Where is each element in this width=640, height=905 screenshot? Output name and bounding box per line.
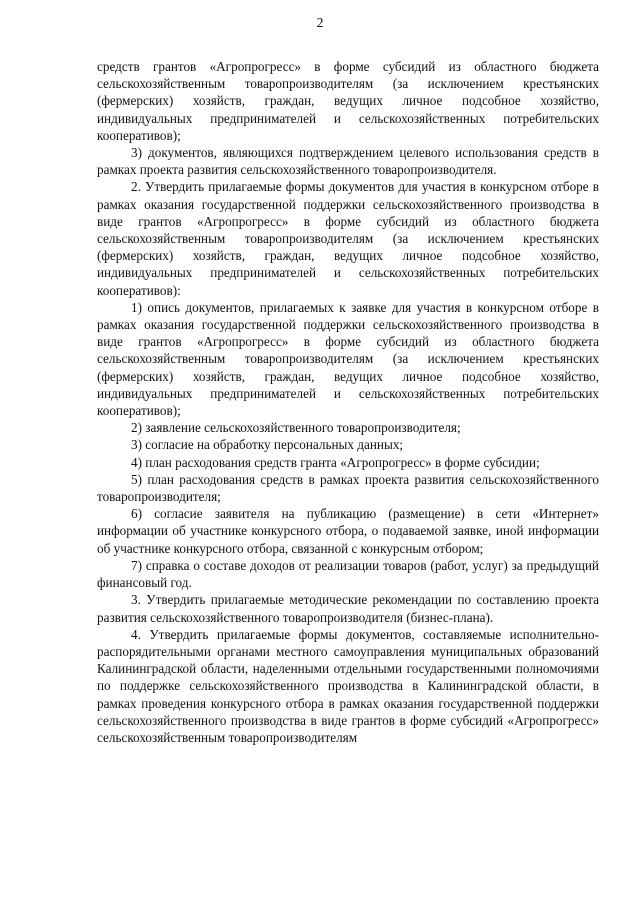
paragraph: 3) документов, являющихся подтверждением целевого использования средств в рамках проекта развития сельскохозяйственного товаропроизводителя. <box>97 145 599 178</box>
list-item: 2) заявление сельскохозяйственного товаропроизводителя; <box>131 420 461 436</box>
list-item: 7) справка о составе доходов от реализации товаров (работ, услуг) за предыдущий финансовый год. <box>97 557 599 591</box>
list-item: 5) план расходования средств в рамках проекта развития сельскохозяйственного товаропроизводителя; <box>97 471 599 505</box>
list-item: 4) план расходования средств гранта «Агропрогресс» в форме субсидии; <box>131 454 540 470</box>
paragraph: 3. Утвердить прилагаемые методические рекомендации по составлению проекта развития сельскохозяйственного товаропроизводителя (бизнес-плана). <box>97 592 599 625</box>
page-number: 2 <box>316 16 324 31</box>
paragraph: 4. Утвердить прилагаемые формы документов, составляемые исполнительно-распорядительными органами местного самоуправления муниципальных образований Калининградской области, наделенными отдельными государственными полномочиями по поддержке сельскохозяйственного производства в Калининградской области, в рамках проведения конкурсного отбора в рамках оказания государственной поддержки сельскохозяйственного производства в виде грантов в форме субсидий «Агропрогресс» сельскохозяйственным товаропроизводителям <box>97 626 599 745</box>
list-item: 1) опись документов, прилагаемых к заявке для участия в конкурсном отборе в рамках оказания государственной поддержки сельскохозяйственного производства в виде грантов «Агропрогресс» в форме субсидий из областного бюджета сельскохозяйственным товаропроизводителям (за исключением крестьянских (фермерских) хозяйств, граждан, ведущих личное подсобное хозяйство, индивидуальных предпринимателей и сельскохозяйственных потребительских кооперативов); <box>97 299 599 419</box>
document-body <box>97 58 599 746</box>
list-item: 6) согласие заявителя на публикацию (размещение) в сети «Интернет» информации об участнике конкурсного отбора, о подаваемой заявке, иной информации об участнике конкурсного отбора, связанной с конкурсным отбором; <box>97 506 599 556</box>
paragraph: средств грантов «Агропрогресс» в форме субсидий из областного бюджета сельскохозяйственным товаропроизводителям (за исключением крестьянских (фермерских) хозяйств, граждан, ведущих личное подсобное хозяйство, индивидуальных предпринимателей и сельскохозяйственных потребительских кооперативов); <box>97 59 599 143</box>
paragraph: 2. Утвердить прилагаемые формы документов для участия в конкурсном отборе в рамках оказания государственной поддержки сельскохозяйственного производства в виде грантов «Агропрогресс» в форме субсидий из областного бюджета сельскохозяйственным товаропроизводителям (за исключением крестьянских (фермерских) хозяйств, граждан, ведущих личное подсобное хозяйство, индивидуальных предпринимателей и сельскохозяйственных потребительских кооперативов): <box>97 179 599 298</box>
list-item: 3) согласие на обработку персональных данных; <box>131 437 404 453</box>
